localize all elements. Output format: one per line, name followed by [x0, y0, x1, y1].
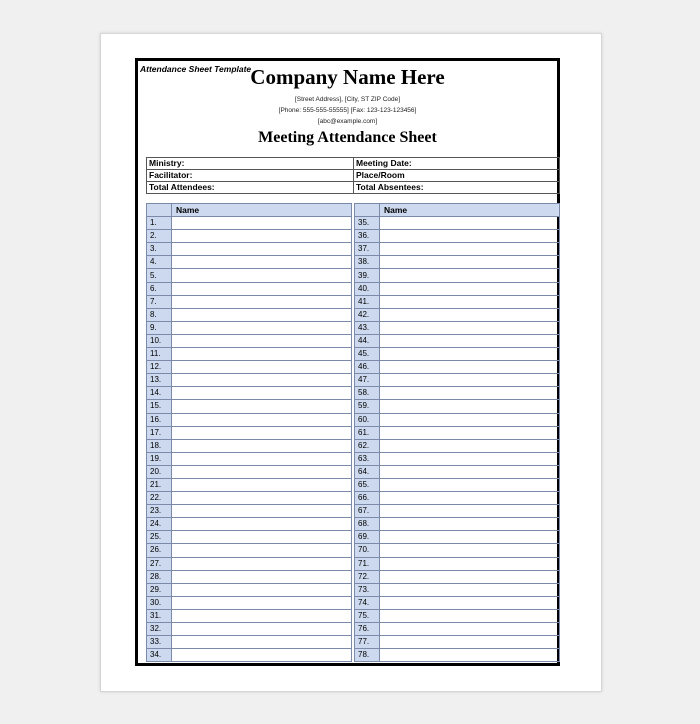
left-name-cell[interactable]: [172, 557, 352, 570]
right-row-number: 60.: [355, 413, 380, 426]
roster-row: [147, 596, 560, 609]
right-name-cell[interactable]: [380, 243, 560, 256]
left-row-number: 22.: [147, 492, 172, 505]
right-row-number: 45.: [355, 348, 380, 361]
left-row-number: 9.: [147, 321, 172, 334]
roster-row: [147, 321, 560, 334]
right-row-number: 74.: [355, 596, 380, 609]
right-name-cell[interactable]: [380, 557, 560, 570]
roster-row: [147, 478, 560, 491]
left-row-number: 26.: [147, 544, 172, 557]
roster-row: [147, 452, 560, 465]
right-row-number: 43.: [355, 321, 380, 334]
right-row-number: 61.: [355, 426, 380, 439]
right-row-number: 44.: [355, 334, 380, 347]
right-row-number: 73.: [355, 583, 380, 596]
right-name-cell[interactable]: [380, 413, 560, 426]
left-row-number: 21.: [147, 478, 172, 491]
right-name-cell[interactable]: [380, 623, 560, 636]
left-name-cell[interactable]: [172, 583, 352, 596]
right-name-cell[interactable]: [380, 518, 560, 531]
roster-row: [147, 492, 560, 505]
right-name-cell[interactable]: [380, 439, 560, 452]
right-name-cell[interactable]: [380, 374, 560, 387]
right-row-number: 35.: [355, 217, 380, 230]
roster-row: [147, 387, 560, 400]
left-name-cell[interactable]: [172, 426, 352, 439]
right-name-cell[interactable]: [380, 348, 560, 361]
right-name-cell[interactable]: [380, 531, 560, 544]
roster-row: [147, 348, 560, 361]
left-row-number: 7.: [147, 295, 172, 308]
place-room-field[interactable]: Place/Room: [354, 170, 560, 182]
left-row-number: 18.: [147, 439, 172, 452]
right-name-cell[interactable]: [380, 387, 560, 400]
left-row-number: 32.: [147, 623, 172, 636]
left-row-number: 25.: [147, 531, 172, 544]
left-name-cell[interactable]: [172, 544, 352, 557]
sheet-border: [135, 58, 560, 666]
right-row-number: 68.: [355, 518, 380, 531]
right-row-number: 37.: [355, 243, 380, 256]
left-row-number: 2.: [147, 230, 172, 243]
left-name-cell[interactable]: [172, 478, 352, 491]
left-row-number: 28.: [147, 570, 172, 583]
left-name-cell[interactable]: [172, 531, 352, 544]
right-row-number: 67.: [355, 505, 380, 518]
right-name-cell[interactable]: [380, 544, 560, 557]
roster-row: [147, 361, 560, 374]
right-name-cell[interactable]: [380, 492, 560, 505]
left-name-cell[interactable]: [172, 387, 352, 400]
right-name-cell[interactable]: [380, 334, 560, 347]
right-row-number: 39.: [355, 269, 380, 282]
phone-fax-line: [Phone: 555-555-55555] [Fax: 123-123-123456]: [278, 107, 417, 114]
right-name-cell[interactable]: [380, 478, 560, 491]
roster-row: [147, 269, 560, 282]
attendance-roster-table: [146, 203, 560, 662]
right-row-number: 66.: [355, 492, 380, 505]
left-row-number: 3.: [147, 243, 172, 256]
right-row-number: 65.: [355, 478, 380, 491]
left-row-number: 8.: [147, 308, 172, 321]
left-row-number: 14.: [147, 387, 172, 400]
right-row-number: 59.: [355, 400, 380, 413]
address-line: [Street Address], [City, ST ZIP Code]: [294, 96, 401, 103]
left-name-cell[interactable]: [172, 295, 352, 308]
left-name-cell[interactable]: [172, 269, 352, 282]
roster-row: [147, 426, 560, 439]
right-name-cell[interactable]: [380, 400, 560, 413]
right-row-number: 58.: [355, 387, 380, 400]
right-row-number: 76.: [355, 623, 380, 636]
right-name-cell[interactable]: [380, 636, 560, 649]
left-row-number: 11.: [147, 348, 172, 361]
email-line: [abc@example.com]: [317, 118, 378, 125]
right-row-number: 38.: [355, 256, 380, 269]
left-row-number: 10.: [147, 334, 172, 347]
roster-row: [147, 256, 560, 269]
right-name-header: Name: [380, 204, 560, 217]
left-row-number: 33.: [147, 636, 172, 649]
left-name-cell[interactable]: [172, 334, 352, 347]
right-name-cell[interactable]: [380, 256, 560, 269]
right-name-cell[interactable]: [380, 217, 560, 230]
right-row-number: 77.: [355, 636, 380, 649]
right-row-number: 40.: [355, 282, 380, 295]
left-name-cell[interactable]: [172, 596, 352, 609]
left-row-number: 27.: [147, 557, 172, 570]
document-page: [100, 33, 602, 692]
left-row-number: 20.: [147, 465, 172, 478]
left-number-header: [147, 204, 172, 217]
left-row-number: 6.: [147, 282, 172, 295]
roster-row: [147, 465, 560, 478]
right-name-cell[interactable]: [380, 596, 560, 609]
roster-row: [147, 217, 560, 230]
right-row-number: 64.: [355, 465, 380, 478]
left-name-cell[interactable]: [172, 609, 352, 622]
template-label: Attendance Sheet Template: [140, 64, 252, 74]
roster-row: [147, 243, 560, 256]
roster-row: [147, 518, 560, 531]
roster-row: [147, 531, 560, 544]
left-name-cell[interactable]: [172, 256, 352, 269]
left-name-cell[interactable]: [172, 439, 352, 452]
company-name: Company Name Here: [250, 65, 445, 89]
roster-row: [147, 557, 560, 570]
roster-row: [147, 505, 560, 518]
right-name-cell[interactable]: [380, 308, 560, 321]
roster-row: [147, 439, 560, 452]
roster-row: [147, 413, 560, 426]
right-row-number: 72.: [355, 570, 380, 583]
roster-row: [147, 649, 560, 662]
left-row-number: 16.: [147, 413, 172, 426]
right-row-number: 46.: [355, 361, 380, 374]
left-row-number: 17.: [147, 426, 172, 439]
right-name-cell[interactable]: [380, 321, 560, 334]
roster-row: [147, 374, 560, 387]
roster-row: [147, 308, 560, 321]
right-name-cell[interactable]: [380, 649, 560, 662]
roster-row: [147, 334, 560, 347]
left-name-cell[interactable]: [172, 452, 352, 465]
right-row-number: 70.: [355, 544, 380, 557]
left-name-cell[interactable]: [172, 217, 352, 230]
left-row-number: 23.: [147, 505, 172, 518]
left-name-cell[interactable]: [172, 230, 352, 243]
ministry-field[interactable]: Ministry:: [147, 158, 354, 170]
left-name-cell[interactable]: [172, 505, 352, 518]
roster-row: [147, 282, 560, 295]
left-row-number: 4.: [147, 256, 172, 269]
total-absentees-field[interactable]: Total Absentees:: [354, 182, 560, 194]
sheet-title: Meeting Attendance Sheet: [258, 129, 437, 146]
roster-row: [147, 583, 560, 596]
roster-row: [147, 570, 560, 583]
right-name-cell[interactable]: [380, 269, 560, 282]
right-name-cell[interactable]: [380, 583, 560, 596]
left-row-number: 12.: [147, 361, 172, 374]
left-name-header: Name: [172, 204, 352, 217]
left-name-cell[interactable]: [172, 361, 352, 374]
total-attendees-field[interactable]: Total Attendees:: [147, 182, 354, 194]
right-row-number: 41.: [355, 295, 380, 308]
left-name-cell[interactable]: [172, 465, 352, 478]
left-row-number: 1.: [147, 217, 172, 230]
roster-row: [147, 230, 560, 243]
right-row-number: 71.: [355, 557, 380, 570]
left-name-cell[interactable]: [172, 374, 352, 387]
right-row-number: 62.: [355, 439, 380, 452]
facilitator-field[interactable]: Facilitator:: [147, 170, 354, 182]
right-name-cell[interactable]: [380, 452, 560, 465]
right-name-cell[interactable]: [380, 230, 560, 243]
left-name-cell[interactable]: [172, 649, 352, 662]
roster-row: [147, 295, 560, 308]
left-row-number: 34.: [147, 649, 172, 662]
roster-row: [147, 400, 560, 413]
left-name-cell[interactable]: [172, 570, 352, 583]
right-name-cell[interactable]: [380, 361, 560, 374]
right-row-number: 63.: [355, 452, 380, 465]
right-name-cell[interactable]: [380, 295, 560, 308]
right-row-number: 75.: [355, 609, 380, 622]
right-name-cell[interactable]: [380, 465, 560, 478]
meeting-date-field[interactable]: Meeting Date:: [354, 158, 560, 170]
right-row-number: 36.: [355, 230, 380, 243]
left-name-cell[interactable]: [172, 348, 352, 361]
right-name-cell[interactable]: [380, 505, 560, 518]
roster-row: [147, 609, 560, 622]
left-row-number: 30.: [147, 596, 172, 609]
left-name-cell[interactable]: [172, 636, 352, 649]
right-name-cell[interactable]: [380, 609, 560, 622]
right-name-cell[interactable]: [380, 570, 560, 583]
left-name-cell[interactable]: [172, 321, 352, 334]
right-row-number: 69.: [355, 531, 380, 544]
roster-row: [147, 623, 560, 636]
right-row-number: 78.: [355, 649, 380, 662]
left-row-number: 31.: [147, 609, 172, 622]
left-row-number: 29.: [147, 583, 172, 596]
right-name-cell[interactable]: [380, 282, 560, 295]
left-name-cell[interactable]: [172, 282, 352, 295]
left-name-cell[interactable]: [172, 400, 352, 413]
left-row-number: 19.: [147, 452, 172, 465]
left-row-number: 13.: [147, 374, 172, 387]
left-row-number: 24.: [147, 518, 172, 531]
right-row-number: 47.: [355, 374, 380, 387]
meeting-info-table: [146, 157, 560, 194]
left-row-number: 15.: [147, 400, 172, 413]
left-name-cell[interactable]: [172, 492, 352, 505]
roster-header-row: [147, 204, 560, 217]
left-name-cell[interactable]: [172, 623, 352, 636]
left-name-cell[interactable]: [172, 413, 352, 426]
left-name-cell[interactable]: [172, 308, 352, 321]
left-name-cell[interactable]: [172, 243, 352, 256]
roster-row: [147, 544, 560, 557]
roster-row: [147, 636, 560, 649]
right-row-number: 42.: [355, 308, 380, 321]
left-name-cell[interactable]: [172, 518, 352, 531]
right-name-cell[interactable]: [380, 426, 560, 439]
right-number-header: [355, 204, 380, 217]
left-row-number: 5.: [147, 269, 172, 282]
